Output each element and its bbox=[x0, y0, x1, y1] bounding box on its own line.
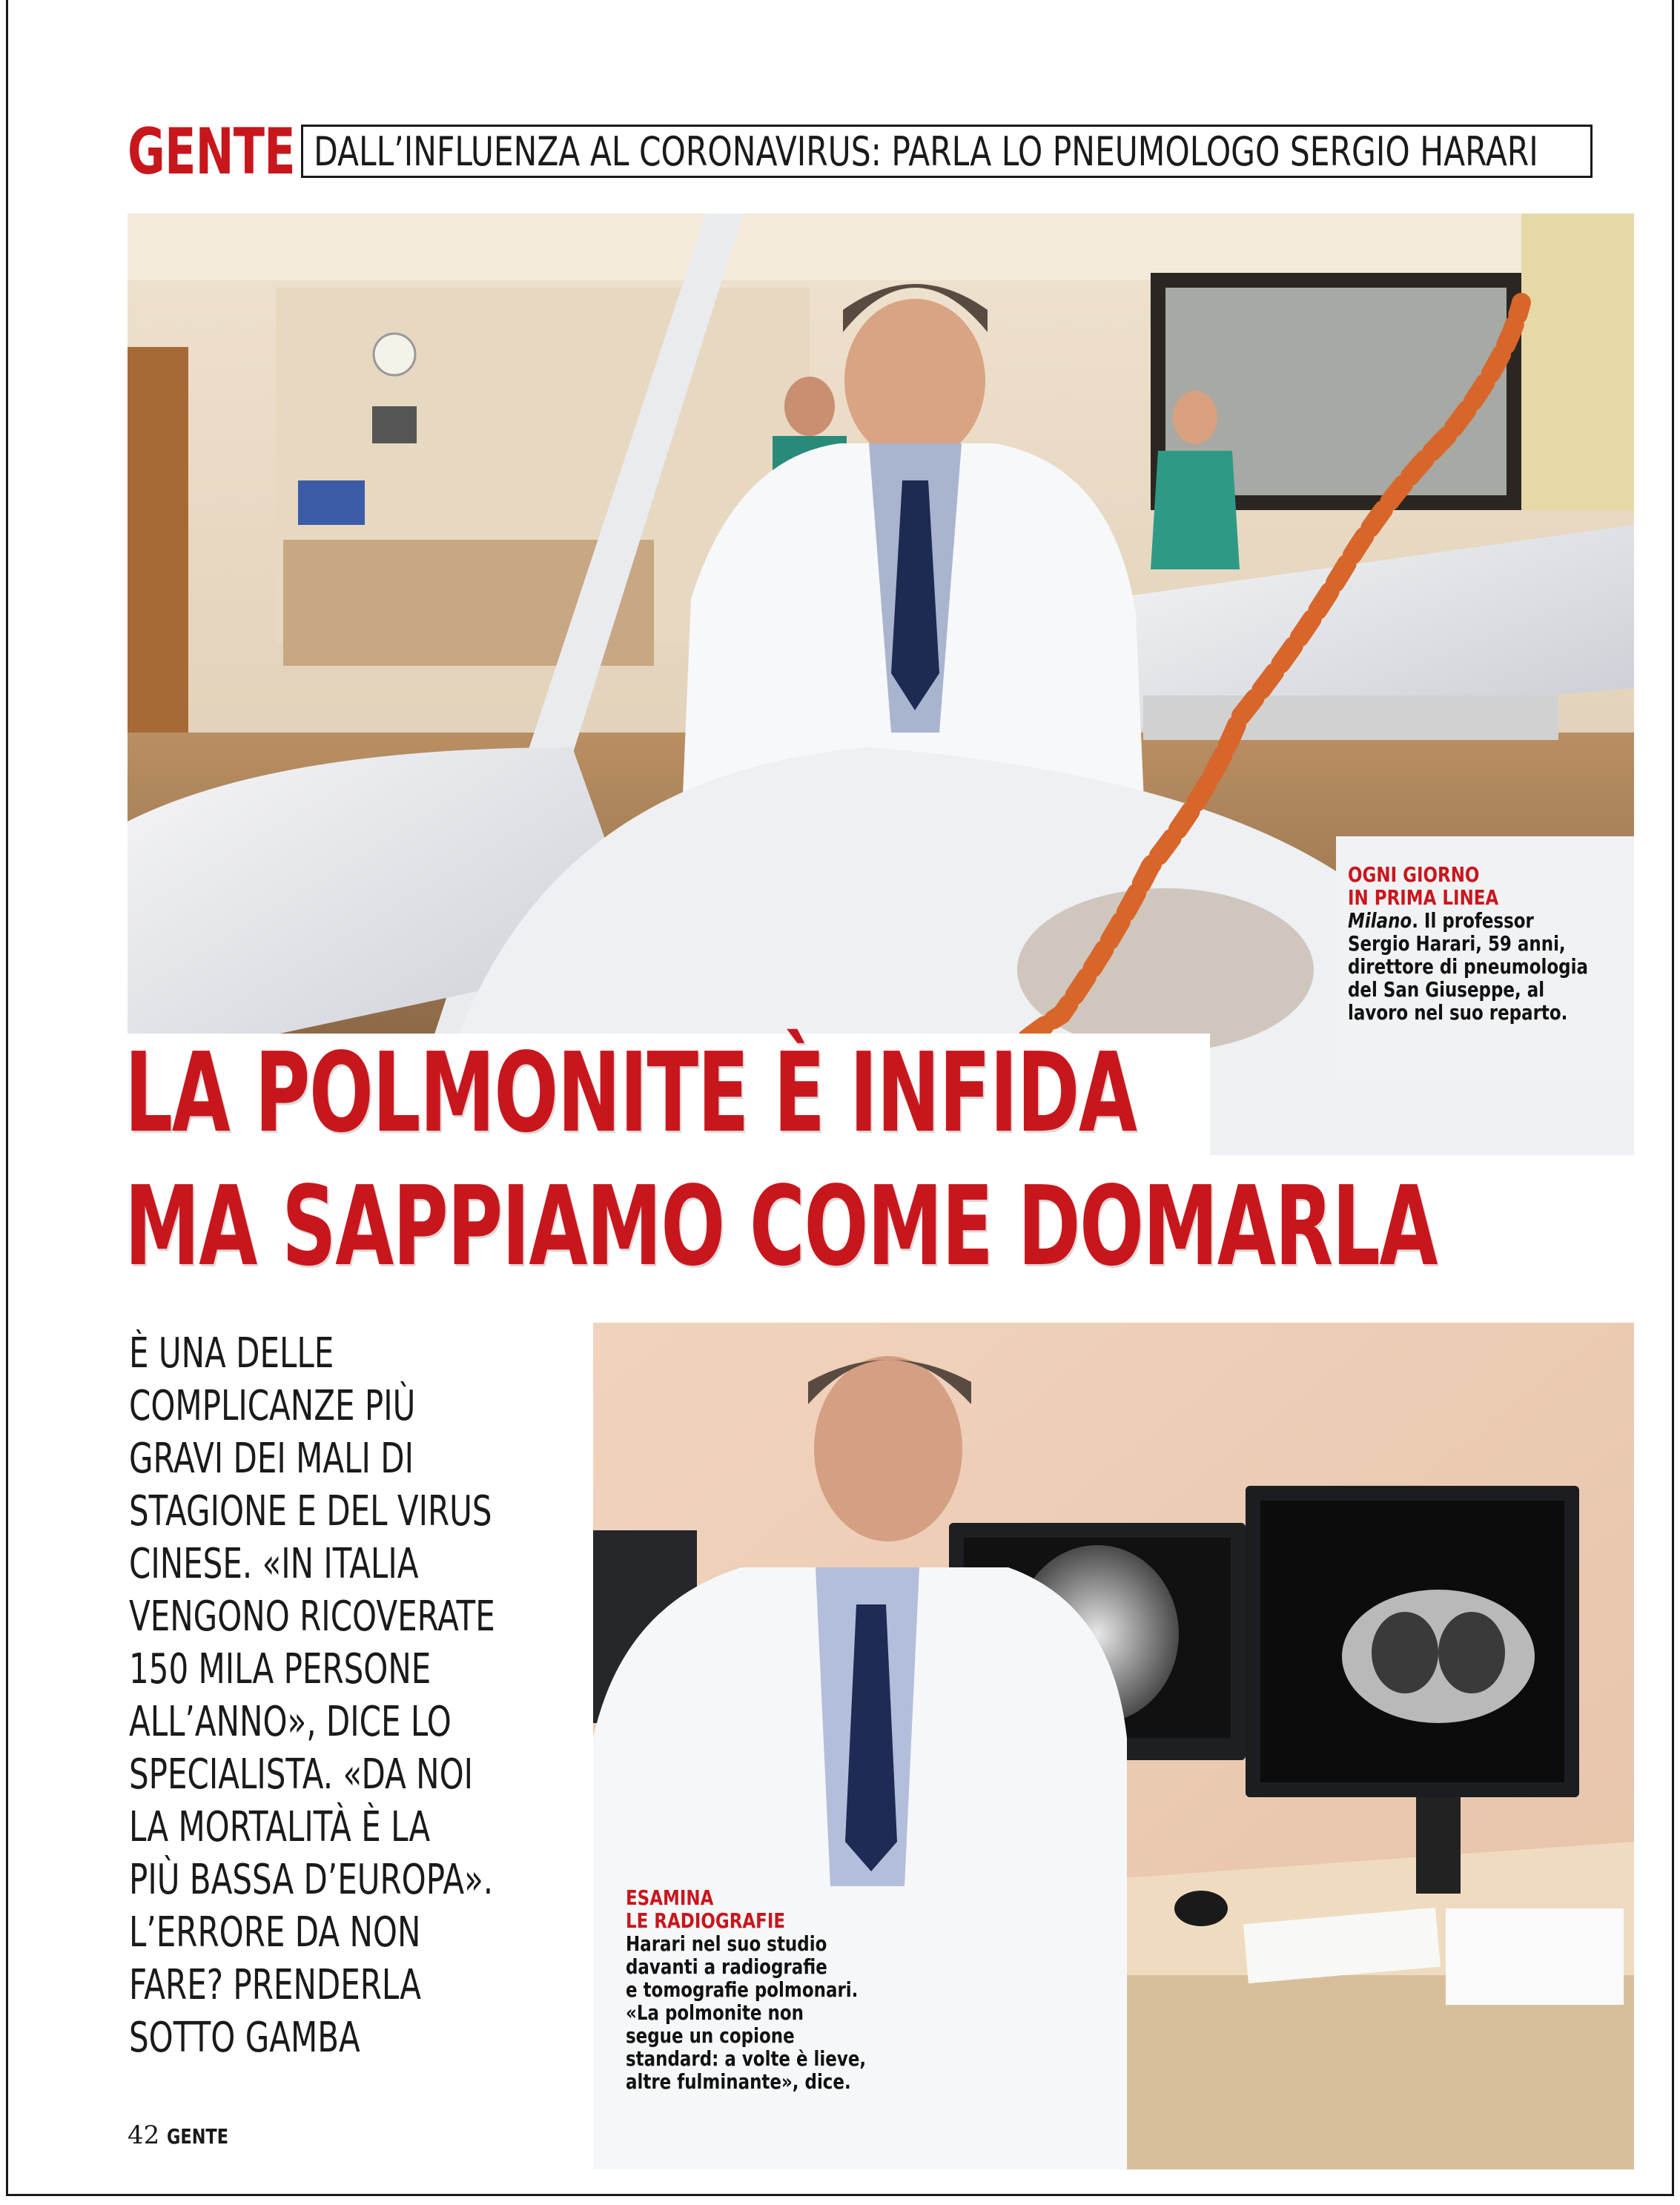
brand-logo: GENTE bbox=[128, 115, 295, 189]
standfirst: È UNA DELLE COMPLICANZE PIÙ GRAVI DEI MALI DI STAGIONE E DEL VIRUS CINESE. «IN ITALIA VENGONO RICOVERATE 150 MILA PERSONE ALL’ANNO», DICE LO SPECIALISTA. «DA NOI LA MORTALITÀ È LA PIÙ BASSA D’EUROPA». L’ERRORE DA NON FARE? PRENDERLA SOTTO GAMBA bbox=[129, 1329, 495, 2062]
page-folio bbox=[128, 2120, 244, 2150]
section-kicker: DALL’INFLUENZA AL CORONAVIRUS: PARLA LO PNEUMOLOGO SERGIO HARARI bbox=[314, 128, 1538, 175]
page-number: 42 bbox=[128, 2120, 160, 2150]
headline-line-2: MA SAPPIAMO COME DOMARLA bbox=[125, 1163, 1438, 1290]
caption-1-place: Milano bbox=[1348, 908, 1412, 933]
caption-2-kicker: ESAMINA LE RADIOGRAFIE bbox=[626, 1885, 786, 1933]
caption-2-text: Harari nel suo studio davanti a radiografie e tomografie polmonari. «La polmonite non segue un copione standard: a volte è lieve, altre fulminante», dice. bbox=[626, 1931, 867, 2094]
headline-line-1: LA POLMONITE È INFIDA bbox=[125, 1029, 1137, 1157]
caption-1-text: Milano. Il professor Sergio Harari, 59 anni, direttore di pneumologia del San Giuseppe, al lavoro nel suo reparto. bbox=[1348, 908, 1588, 1025]
section-kicker-box bbox=[301, 125, 1593, 178]
folio-brand: GENTE bbox=[167, 2124, 229, 2149]
caption-1-kicker: OGNI GIORNO IN PRIMA LINEA bbox=[1348, 862, 1499, 910]
